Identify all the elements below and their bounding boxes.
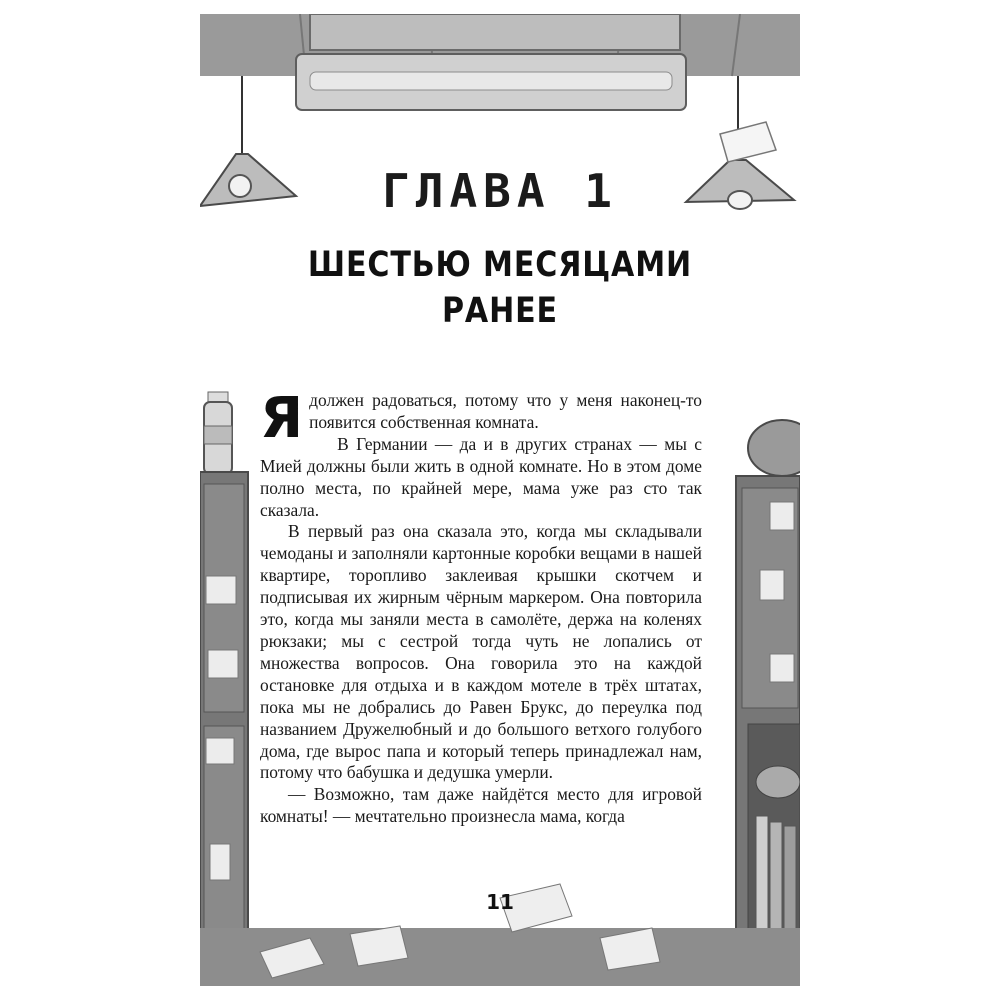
paper-on-lamp bbox=[720, 122, 776, 162]
right-note-2 bbox=[760, 570, 784, 600]
cap bbox=[756, 766, 800, 798]
paragraph-2: В Германии — да и в других странах — мы с Мией должны были жить в одной комнате. Но в этом доме полно места, по крайней мере, мама уже раз сто так сказала. bbox=[260, 433, 702, 520]
right-note-1 bbox=[770, 502, 794, 530]
left-note-1 bbox=[206, 576, 236, 604]
right-note-3 bbox=[770, 654, 794, 682]
left-note-2 bbox=[208, 650, 238, 678]
football bbox=[748, 420, 800, 476]
drop-cap: Я bbox=[260, 386, 304, 451]
paragraph-1 bbox=[260, 386, 702, 451]
page-number: 11 bbox=[486, 890, 514, 914]
book-page bbox=[200, 14, 800, 986]
left-note-4 bbox=[210, 844, 230, 880]
book-spine-3 bbox=[784, 826, 796, 934]
chapter-title: ГЛАВА 1 bbox=[382, 164, 618, 218]
paragraph-1-text: должен радоваться, потому что у меня наконец-то появится собственная комната. bbox=[309, 390, 702, 432]
chapter-subtitle bbox=[242, 242, 758, 334]
paragraph-4: — Возможно, там даже найдётся место для игровой комнаты! — мечтательно произнесла мама, когда bbox=[260, 784, 702, 827]
book-spine-2 bbox=[770, 822, 782, 934]
subtitle-line-2: РАНЕЕ bbox=[442, 291, 558, 331]
book-spine-1 bbox=[756, 816, 768, 934]
paragraph-3: В первый раз она сказала это, когда мы складывали чемоданы и заполняли картонные коробки вещами в нашей квартире, торопливо заклеивая крышки скотчем и подписывая их жирным чёрным маркером. Она повторила это, когда мы заняли места в самолёте, держа на коленях рюкзаки; мы с сестрой тогда чуть не лопались от множества вопросов. Она говорила это на каждой остановке для отдыха и в каждом мотеле в трёх штатах, пока мы не добрались до Равен Брукс, до переулка под названием Дружелюбный и до большого ветхого голубого дома, где вырос папа и который теперь принадлежал нам, потому что бабушка и дедушка умерли. bbox=[260, 521, 702, 783]
body-text bbox=[260, 386, 702, 828]
left-note-3 bbox=[206, 738, 234, 764]
subtitle-line-1: ШЕСТЬЮ МЕСЯЦАМИ bbox=[307, 245, 693, 285]
